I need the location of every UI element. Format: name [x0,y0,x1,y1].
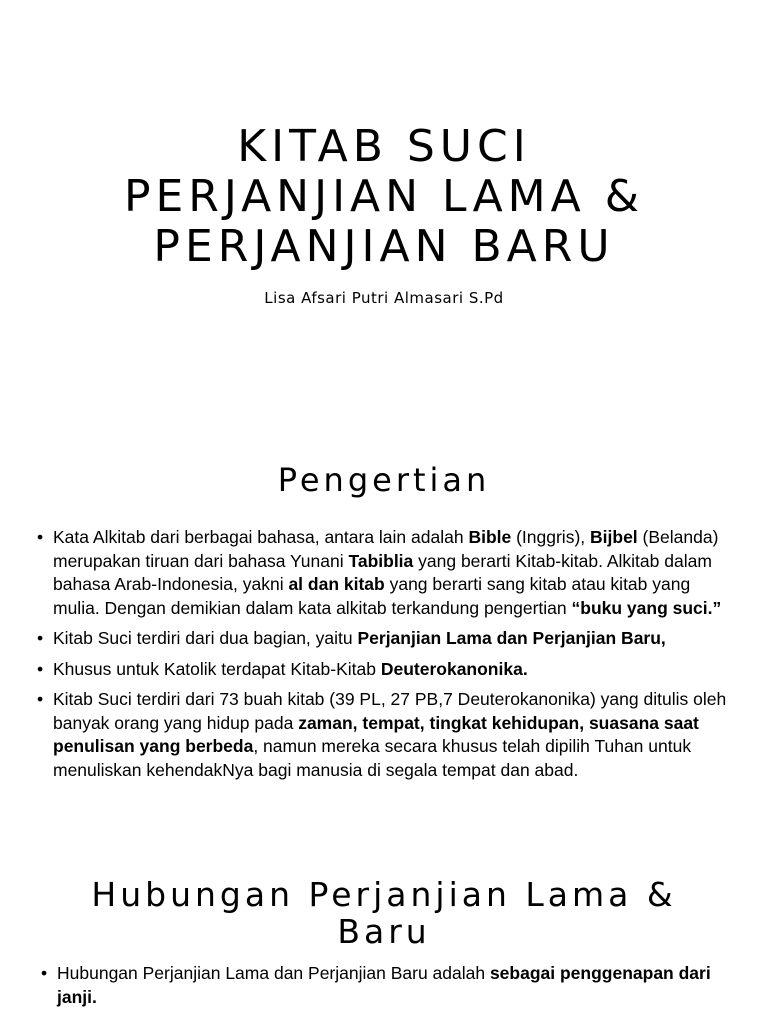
bullet-dot-icon: • [37,527,44,547]
presentation-title [0,122,768,272]
hubungan-bullet-list [41,962,731,1016]
bullet-text-bold: zaman, tempat, tingkat kehidupan, suasana saat penulisan yang berbeda [53,712,699,756]
bullet-item [37,526,727,620]
bullet-text: , namun mereka secara khusus telah dipilih Tuhan untuk menuliskan kehendakNya bagi manusia di segala tempat dan abad. [53,736,692,780]
section-heading-pengertian: Pengertian [277,461,491,499]
author-name: Lisa Afsari Putri Almasari S.Pd [264,289,504,307]
bullet-dot-icon: • [37,628,44,648]
pengertian-bullet-list [37,526,727,789]
title-slide [0,0,768,430]
bullet-text: Kitab Suci terdiri dari dua bagian, yaitu [53,628,358,648]
bullet-text: Hubungan Perjanjian Lama dan Perjanjian Baru adalah [57,963,490,983]
bullet-text: Kitab Suci terdiri dari 73 buah kitab (39 PL, 27 PB,7 Deuterokanonika) yang ditulis oleh banyak orang yang hidup pada [53,689,727,733]
bullet-text: Kata Alkitab dari berbagai bahasa, antara lain adalah [53,527,469,547]
heading-hubungan-line-2: Baru [337,912,431,951]
bullet-dot-icon: • [41,963,48,983]
bullet-text-bold: sebagai penggenapan dari janji. [57,963,711,1007]
section-heading-hubungan [0,876,768,950]
bullet-text: yang berarti sang kitab atau kitab yang mulia. Dengan demikian dalam kata alkitab terkandung pengertian [53,574,691,618]
bullet-text-bold: Deuterokanonika. [380,658,528,679]
bullet-item [41,962,731,1009]
title-line-3: PERJANJIAN BARU [153,221,615,272]
bullet-dot-icon: • [37,658,44,679]
bullet-text: (Inggris), [511,527,591,547]
heading-hubungan-line-1: Hubungan Perjanjian Lama & [91,875,677,914]
bullet-text: Khusus untuk Katolik terdapat Kitab-Kitab [53,658,381,679]
bullet-text: (Belanda) merupakan tiruan dari bahasa Yunani [53,527,719,571]
bullet-dot-icon: • [37,689,44,709]
bullet-text-bold: Perjanjian Lama dan Perjanjian Baru, [357,628,666,648]
bullet-item [37,688,727,782]
bullet-text-bold: Bible [468,527,512,547]
bullet-text-bold: al dan kitab [288,574,385,594]
title-line-2: PERJANJIAN LAMA & [123,171,645,222]
bullet-text-bold: Tabiblia [348,550,414,571]
bullet-text-bold: “buku yang suci.” [571,597,722,618]
title-line-1: KITAB SUCI [237,121,531,172]
bullet-item [37,658,727,682]
bullet-text-bold: Bijbel [590,527,638,547]
bullet-item [37,627,727,651]
bullet-text: yang berarti Kitab-kitab. Alkitab dalam bahasa Arab-Indonesia, yakni [53,550,712,594]
